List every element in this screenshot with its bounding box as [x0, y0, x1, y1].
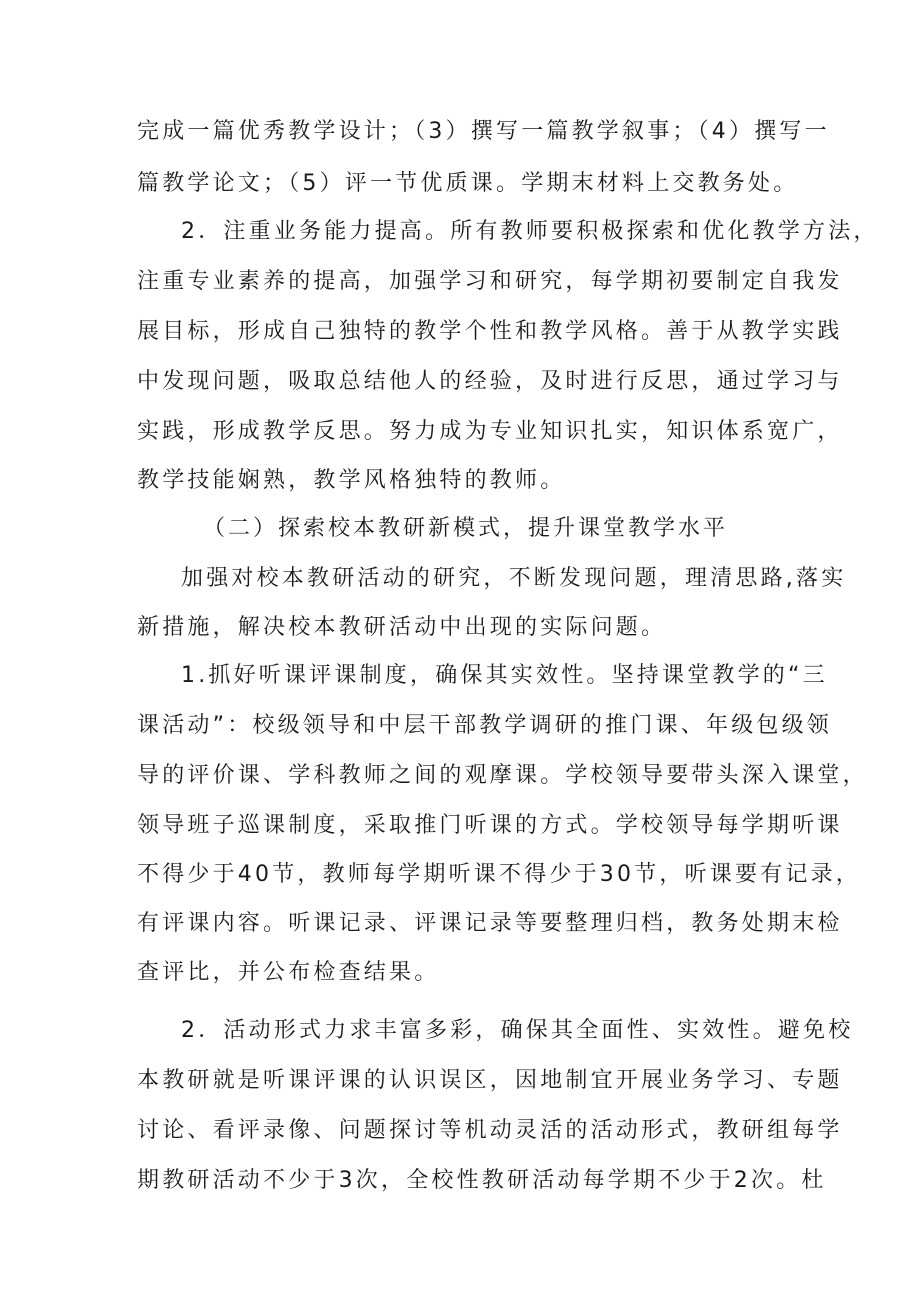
paragraph-start-line: 2．注重业务能力提高。所有教师要积极探索和优化教学方法，	[181, 219, 879, 244]
text-line: 有评课内容。听课记录、评课记录等要整理归档，教务处期末检	[137, 911, 843, 936]
text-line: 注重专业素养的提高，加强学习和研究，每学期初要制定自我发	[137, 269, 843, 294]
text-line: 实践，形成教学反思。努力成为专业知识扎实，知识体系宽广，	[137, 419, 843, 444]
text-line: 中发现问题，吸取总结他人的经验，及时进行反思，通过学习与	[137, 369, 843, 394]
text-line: 教学技能娴熟，教学风格独特的教师。	[137, 468, 566, 493]
text-line: 展目标，形成自己独特的教学个性和教学风格。善于从教学实践	[137, 319, 843, 344]
text-line: 导的评价课、学科教师之间的观摩课。学校领导要带头深入课堂，	[137, 763, 868, 788]
text-line: 完成一篇优秀教学设计；（3）撰写一篇教学叙事；（4）撰写一	[137, 119, 830, 144]
paragraph-start-line: 2．活动形式力求丰富多彩，确保其全面性、实效性。避免校	[181, 1018, 854, 1043]
text-line: 期教研活动不少于3次，全校性教研活动每学期不少于2次。杜	[137, 1168, 827, 1193]
text-line: 新措施，解决校本教研活动中出现的实际问题。	[137, 615, 667, 640]
paragraph-start-line: 加强对校本教研活动的研究，不断发现问题，理清思路,落实	[181, 566, 847, 591]
paragraph-start-line: 1.抓好听课评课制度，确保其实效性。坚持课堂教学的“三	[181, 663, 828, 688]
text-line: 领导班子巡课制度，采取推门听课的方式。学校领导每学期听课	[137, 813, 843, 838]
text-line: 篇教学论文；（5）评一节优质课。学期末材料上交教务处。	[137, 171, 799, 196]
text-line: 不得少于40节，教师每学期听课不得少于30节，听课要有记录，	[137, 862, 861, 887]
text-line: 讨论、看评录像、问题探讨等机动灵活的活动形式，教研组每学	[137, 1118, 843, 1143]
text-line: 课活动”：校级领导和中层干部教学调研的推门课、年级包级领	[137, 713, 832, 738]
text-line: 查评比，并公布检查结果。	[137, 960, 440, 985]
text-line: 本教研就是听课评课的认识误区，因地制宜开展业务学习、专题	[137, 1068, 843, 1093]
section-heading: （二）探索校本教研新模式，提升课堂教学水平	[203, 516, 729, 541]
